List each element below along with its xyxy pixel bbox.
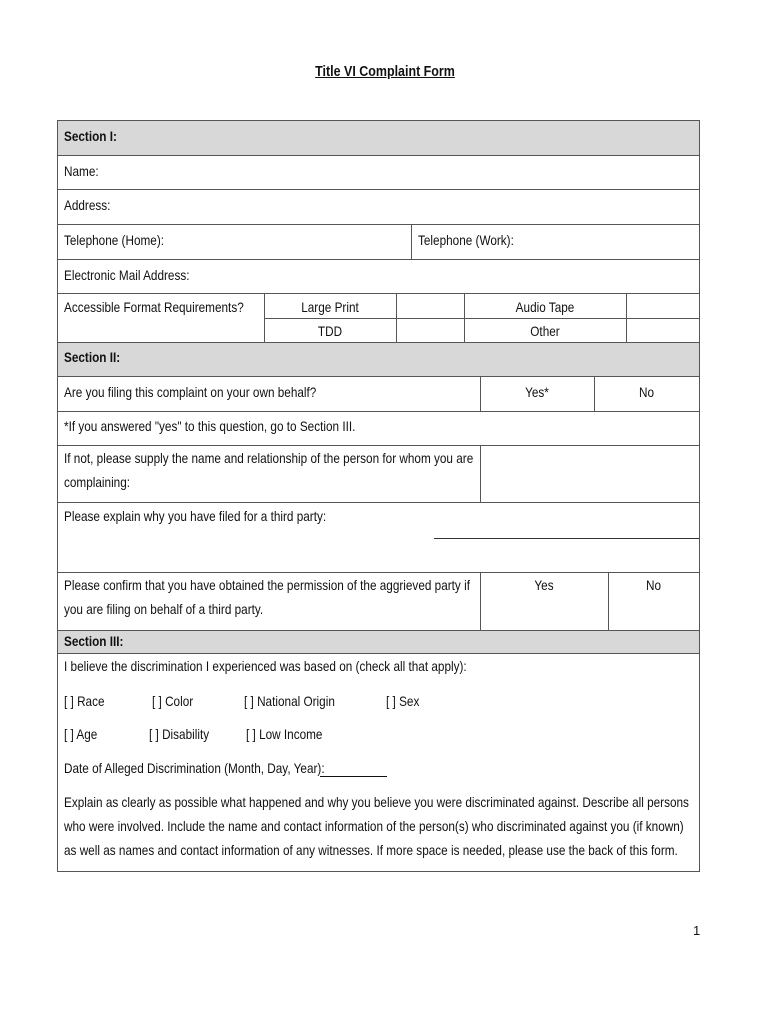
address-field[interactable] — [58, 190, 699, 225]
third-party-name-row — [58, 446, 699, 503]
section-3-body — [58, 654, 699, 871]
email-label: Electronic Mail Address: — [64, 267, 190, 283]
permission-no[interactable]: No — [645, 577, 662, 593]
checkbox-low-income[interactable]: [ ] Low Income — [246, 726, 323, 742]
page-number: 1 — [693, 923, 701, 938]
accessible-format-row — [58, 294, 699, 343]
telephone-work-label: Telephone (Work): — [418, 232, 514, 248]
own-behalf-no[interactable]: No — [638, 384, 655, 400]
date-label: Date of Alleged Discrimination (Month, Day, Year): — [64, 760, 325, 776]
option-audio-tape: Audio Tape — [515, 299, 575, 315]
permission-row — [58, 573, 699, 631]
own-behalf-yes[interactable]: Yes* — [525, 384, 549, 400]
format-label: Accessible Format Requirements? — [64, 299, 244, 315]
own-behalf-question: Are you filing this complaint on your own behalf? — [64, 384, 317, 400]
option-tdd: TDD — [317, 323, 343, 339]
permission-yes[interactable]: Yes — [534, 577, 554, 593]
section-3-label: Section III: — [64, 633, 124, 649]
option-other: Other — [530, 323, 560, 339]
complaint-form — [57, 120, 700, 872]
yes-note: *If you answered "yes" to this question, go to Section III. — [64, 418, 356, 434]
checkbox-sex[interactable]: [ ] Sex — [386, 693, 420, 709]
address-label: Address: — [64, 197, 111, 213]
own-behalf-row — [58, 377, 699, 412]
telephone-row — [58, 225, 699, 260]
third-party-reason-row[interactable] — [58, 503, 699, 573]
date-blank[interactable] — [320, 776, 387, 777]
section-2-label: Section II: — [64, 349, 121, 365]
section-1-label: Section I: — [64, 128, 117, 144]
telephone-home-label: Telephone (Home): — [64, 232, 165, 248]
email-field[interactable] — [58, 260, 699, 294]
checkbox-disability[interactable]: [ ] Disability — [149, 726, 210, 742]
yes-note-row — [58, 412, 699, 446]
option-large-print: Large Print — [301, 299, 359, 315]
explain-instructions: Explain as clearly as possible what happened and why you believe you were discriminated against. Describe all persons who were involved. Include the name and contact information of the person(s) who discriminated against you (if known) as well as names and contact information of any witnesses. If more space is needed, please use the back of this form. — [64, 794, 689, 858]
name-label: Name: — [64, 163, 99, 179]
third-party-name-question: If not, please supply the name and relationship of the person for whom you are complaining: — [64, 450, 474, 490]
checkbox-race[interactable]: [ ] Race — [64, 693, 105, 709]
checkbox-color[interactable]: [ ] Color — [152, 693, 194, 709]
form-title: Title VI Complaint Form — [315, 64, 455, 80]
name-field[interactable] — [58, 156, 699, 190]
section-1-header — [58, 121, 699, 156]
checkbox-age[interactable]: [ ] Age — [64, 726, 98, 742]
basis-question: I believe the discrimination I experienced was based on (check all that apply): — [64, 658, 467, 674]
third-party-reason-label: Please explain why you have filed for a third party: — [64, 508, 327, 524]
permission-question: Please confirm that you have obtained the permission of the aggrieved party if you are filing on behalf of a third party. — [64, 577, 470, 617]
section-3-header — [58, 631, 699, 654]
checkbox-national-origin[interactable]: [ ] National Origin — [244, 693, 335, 709]
section-2-header — [58, 343, 699, 377]
